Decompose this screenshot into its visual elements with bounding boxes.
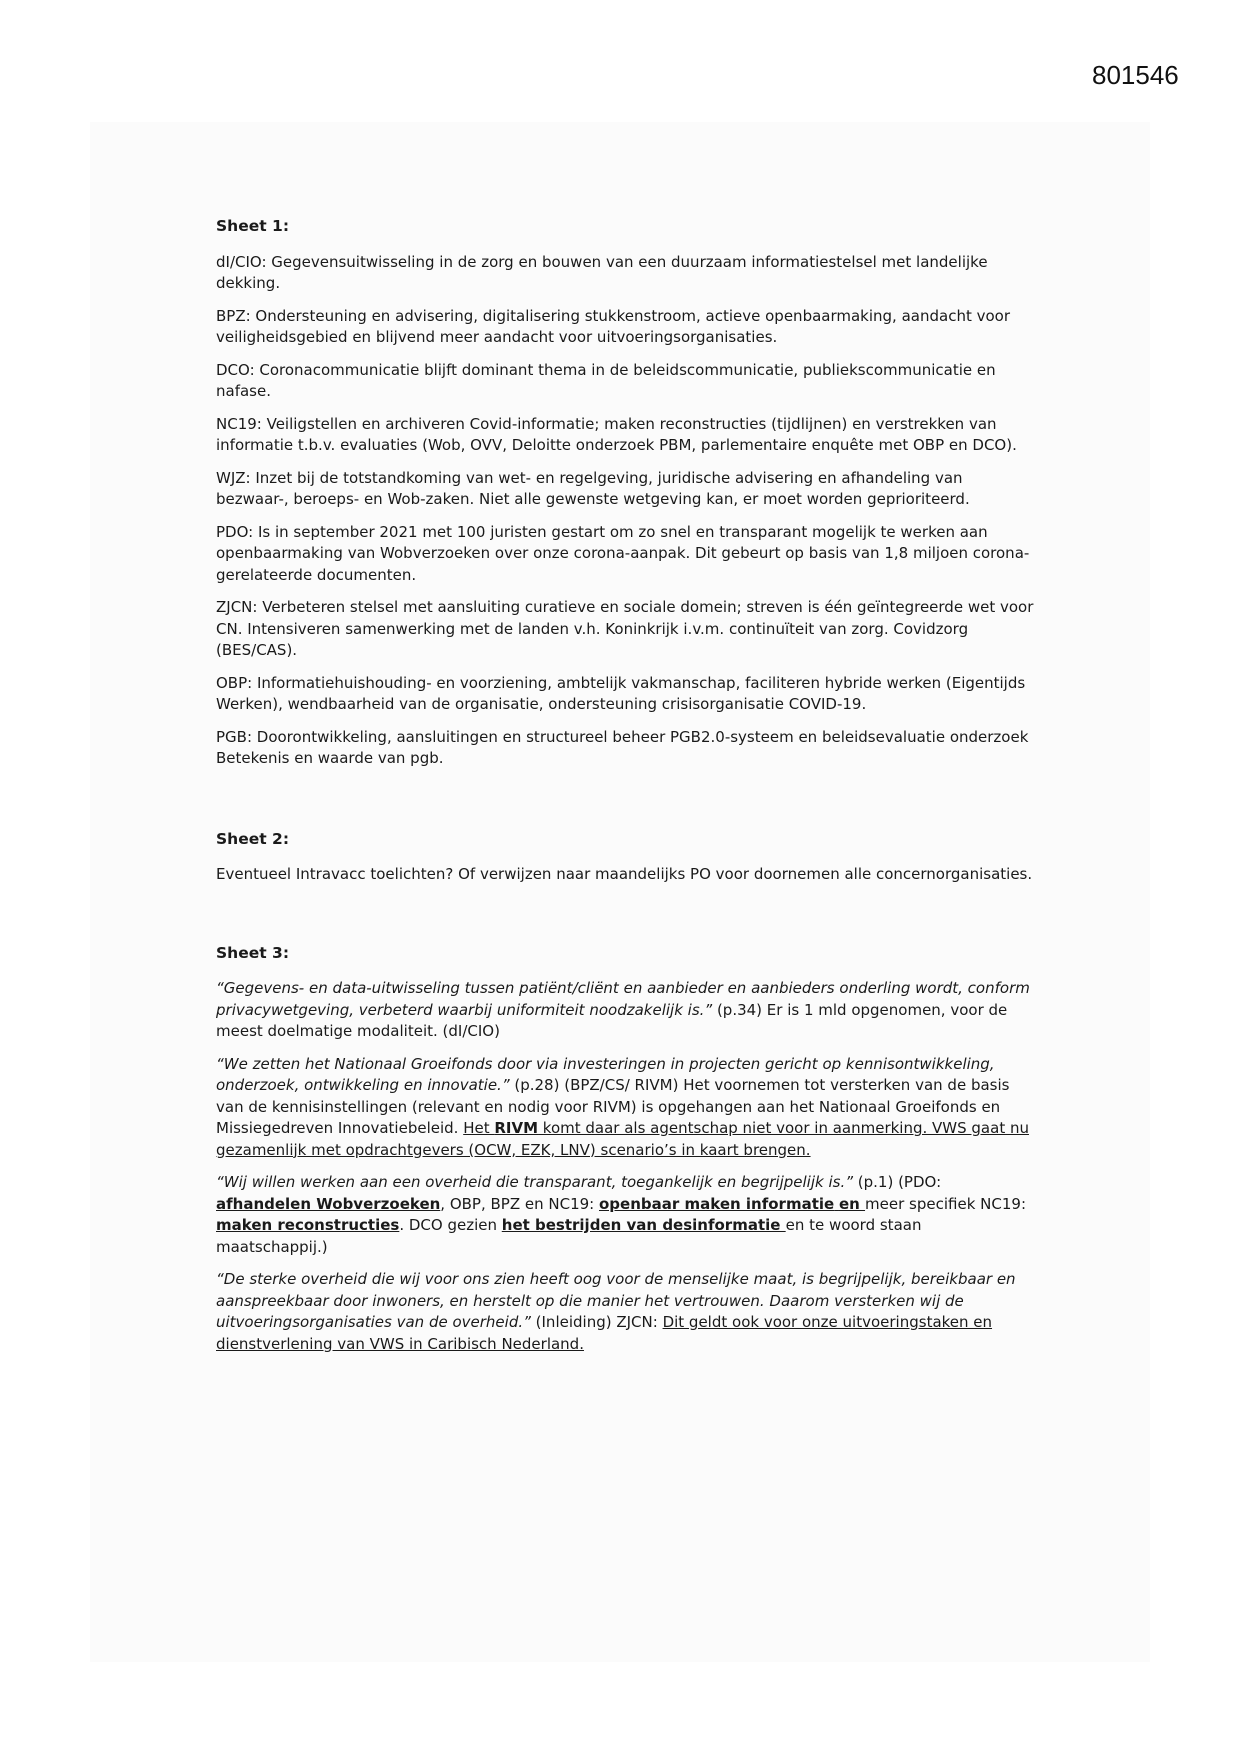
- sheet1-item-zjcn: ZJCN: Verbeteren stelsel met aansluiting curatieve en sociale domein; streven is één geïntegreerde wet voor CN. Intensiveren samenwerking met de landen v.h. Koninkrijk i.v.m. continuïteit van zorg. Covidzorg (BES/CAS).: [216, 598, 1034, 659]
- paragraph-text: . DCO gezien: [399, 1216, 502, 1234]
- sheet3-paragraph-1: [216, 978, 1036, 1043]
- bold-underlined-text: en: [838, 1194, 866, 1213]
- sheet1-item-obp: OBP: Informatiehuishouding- en voorziening, ambtelijk vakmanschap, faciliteren hybride werken (Eigentijds Werken), wendbaarheid van de organisatie, ondersteuning crisisorganisatie COVID-19.: [216, 673, 1026, 713]
- paragraph-text: en te woord staan maatschappij.): [216, 1216, 922, 1256]
- quote-text: “De sterke overheid die wij voor ons zien heeft oog voor de menselijke maat, is begrijpelijk, bereikbaar en aanspreekbaar door inwoners, en herstelt op die manier het vertrouwen. Daarom versterken wij de uitvoeringsorganisaties van de overheid.”: [216, 1270, 1016, 1331]
- paragraph-text: (p.1) (PDO:: [853, 1173, 942, 1191]
- bold-underlined-text: maken reconstructies: [216, 1216, 400, 1234]
- bold-underlined-text: openbaar maken informatie: [599, 1194, 835, 1213]
- paragraph-text: , OBP, BPZ en NC19:: [440, 1194, 599, 1213]
- sheet1-item-nc19: NC19: Veiligstellen en archiveren Covid-informatie; maken reconstructies (tijdlijnen) en verstrekken van informatie t.b.v. evaluaties (Wob, OVV, Deloitte onderzoek PBM, parlementaire enquête met OBP en DCO).: [216, 414, 1017, 454]
- quote-text: “Wij willen werken aan een overheid die transparant, toegankelijk en begrijpelijk is.”: [216, 1173, 853, 1191]
- sheet3-paragraph-3: [216, 1172, 1036, 1258]
- quote-text: “Gegevens- en data-uitwisseling tussen patiënt/cliënt en aanbieder en aanbieders onderling wordt, conform privacywetgeving, verbeterd waarbij uniformiteit noodzakelijk is.”: [216, 979, 1030, 1019]
- bold-underlined-text: afhandelen Wobverzoeken: [216, 1194, 441, 1213]
- paragraph-text: (Inleiding) ZJCN:: [530, 1313, 663, 1331]
- sheet3-paragraph-4: [216, 1269, 1036, 1355]
- underlined-text: Het RIVM komt daar als agentschap niet voor in aanmerking. VWS gaat nu gezamenlijk met opdrachtgevers (OCW, EZK, LNV) scenario’s in kaart brengen.: [216, 1119, 1029, 1159]
- sheet1-item-bpz: BPZ: Ondersteuning en advisering, digitalisering stukkenstroom, actieve openbaarmaking, aandacht voor veiligheidsgebied en blijvend meer aandacht voor uitvoeringsorganisaties.: [216, 306, 1011, 346]
- document-number: 801546: [1092, 60, 1179, 90]
- sheet2-text: Eventueel Intravacc toelichten? Of verwijzen naar maandelijks PO voor doornemen alle concernorganisaties.: [216, 865, 1033, 883]
- section-spacer: [216, 781, 1036, 829]
- bold-underlined-text: RIVM: [494, 1119, 539, 1137]
- sheet1-heading: Sheet 1:: [216, 217, 290, 235]
- paragraph-text: (p.28) (BPZ/CS/ RIVM) Het voornemen tot versterken van de basis van de kennisinstellingen (relevant en nodig voor RIVM) is opgehangen aan het Nationaal Groeifonds en Missiegedreven Innovatiebeleid.: [216, 1076, 1010, 1137]
- paragraph-text: meer specifiek NC19:: [865, 1194, 1026, 1213]
- underlined-text: Dit geldt ook voor onze uitvoeringstaken en dienstverlening van VWS in Caribisch Nederland.: [216, 1313, 993, 1353]
- sheet1-item-wjz: WJZ: Inzet bij de totstandkoming van wet- en regelgeving, juridische advisering en afhandeling van bezwaar-, beroeps- en Wob-zaken. Niet alle gewenste wetgeving kan, er moet worden geprioriteerd.: [216, 468, 970, 508]
- quote-text: “We zetten het Nationaal Groeifonds door via investeringen in projecten gericht op kennisontwikkeling, onderzoek, ontwikkeling en innovatie.”: [216, 1054, 995, 1094]
- bold-underlined-text: het bestrijden van desinformatie: [501, 1216, 786, 1234]
- paragraph-text: (p.34) Er is 1 mld opgenomen, voor de meest doelmatige modaliteit. (dI/CIO): [216, 1000, 1008, 1040]
- sheet3-heading: Sheet 3:: [216, 943, 290, 962]
- sheet1-item-dicio: dI/CIO: Gegevensuitwisseling in de zorg en bouwen van een duurzaam informatiestelsel met landelijke dekking.: [216, 252, 988, 292]
- sheet3-paragraph-2: [216, 1054, 1036, 1162]
- sheet1-item-pgb: PGB: Doorontwikkeling, aansluitingen en structureel beheer PGB2.0-systeem en beleidsevaluatie onderzoek Betekenis en waarde van pgb.: [216, 727, 1029, 767]
- section-spacer: [216, 897, 1036, 943]
- sheet1-item-dco: DCO: Coronacommunicatie blijft dominant thema in de beleidscommunicatie, publiekscommunicatie en nafase.: [216, 360, 996, 400]
- sheet1-item-pdo: PDO: Is in september 2021 met 100 juristen gestart om zo snel en transparant mogelijk te werken aan openbaarmaking van Wobverzoeken over onze corona-aanpak. Dit gebeurt op basis van 1,8 miljoen corona-gerelateerde documenten.: [216, 522, 1030, 584]
- document-content: [216, 216, 1036, 1366]
- sheet2-heading: Sheet 2:: [216, 829, 290, 848]
